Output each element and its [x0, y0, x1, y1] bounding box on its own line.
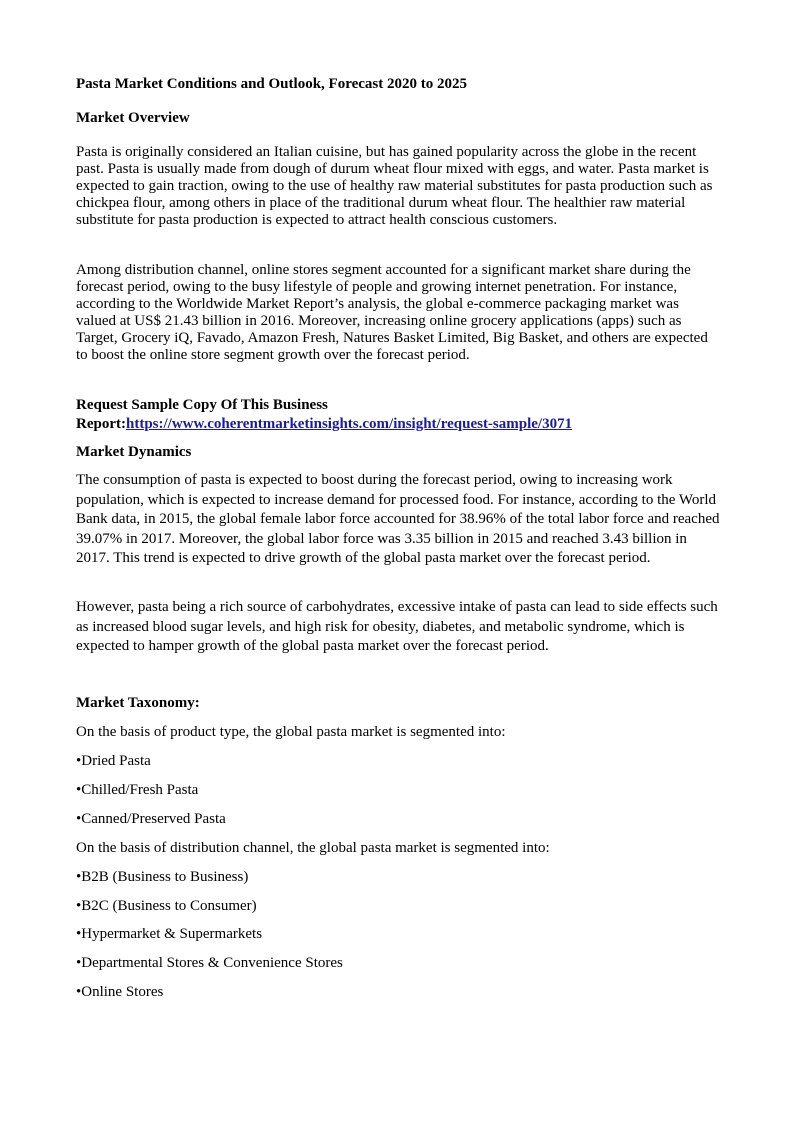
list-item: •B2C (Business to Consumer) — [76, 898, 257, 914]
list-item: •Online Stores — [76, 984, 164, 1000]
request-sample-link[interactable]: https://www.coherentmarketinsights.com/insight/request-sample/3071 — [125, 416, 573, 432]
request-sample-line — [76, 416, 572, 433]
dynamics-paragraph-1: The consumption of pasta is expected to boost during the forecast period, owing to increasing work population, which is expected to increase demand for processed food. For instance, according to the World Bank data, in 2015, the global female labor force accounted for 38.96% of the total labor force and reached 39.07% in 2017. Moreover, the global labor force was 3.35 billion in 2015 and reached 3.43 billion in 2017. This trend is expected to drive growth of the global pasta market over the forecast period. — [76, 472, 720, 566]
request-sample-heading: Request Sample Copy Of This Business — [76, 397, 328, 413]
request-sample-prefix: Report: — [76, 416, 126, 432]
list-item: •Chilled/Fresh Pasta — [76, 782, 199, 798]
product-type-intro: On the basis of product type, the global pasta market is segmented into: — [76, 724, 506, 740]
dynamics-paragraph-2: However, pasta being a rich source of carbohydrates, excessive intake of pasta can lead to side effects such as increased blood sugar levels, and high risk for obesity, diabetes, and metabolic syndrome, which is expected to hamper growth of the global pasta market over the forecast period. — [76, 599, 718, 654]
list-item: •Dried Pasta — [76, 753, 151, 769]
market-taxonomy-heading: Market Taxonomy: — [76, 695, 200, 711]
market-overview-heading: Market Overview — [76, 110, 190, 126]
list-item: •Canned/Preserved Pasta — [76, 811, 226, 827]
list-item: •Departmental Stores & Convenience Stores — [76, 955, 343, 971]
distribution-channel-intro: On the basis of distribution channel, the global pasta market is segmented into: — [76, 840, 550, 856]
list-item: •Hypermarket & Supermarkets — [76, 926, 263, 942]
document-title: Pasta Market Conditions and Outlook, Forecast 2020 to 2025 — [76, 76, 467, 92]
overview-paragraph-1: Pasta is originally considered an Italian cuisine, but has gained popularity across the globe in the recent past. Pasta is usually made from dough of durum wheat flour mixed with eggs, and water. Pasta market is expected to gain traction, owing to the use of healthy raw material substitutes for pasta production such as chickpea flour, among others in place of the traditional durum wheat flour. The healthier raw material substitute for pasta production is expected to attract health conscious customers. — [76, 144, 713, 228]
overview-paragraph-2: Among distribution channel, online stores segment accounted for a significant market share during the forecast period, owing to the busy lifestyle of people and growing internet penetration. For instance, according to the Worldwide Market Report’s analysis, the global e-commerce packaging market was valued at US$ 21.43 billion in 2016. Moreover, increasing online grocery applications (apps) such as Target, Grocery iQ, Favado, Amazon Fresh, Natures Basket Limited, Big Basket, and others are expected to boost the online store segment growth over the forecast period. — [76, 262, 708, 363]
market-dynamics-heading: Market Dynamics — [76, 444, 192, 460]
list-item: •B2B (Business to Business) — [76, 869, 249, 885]
